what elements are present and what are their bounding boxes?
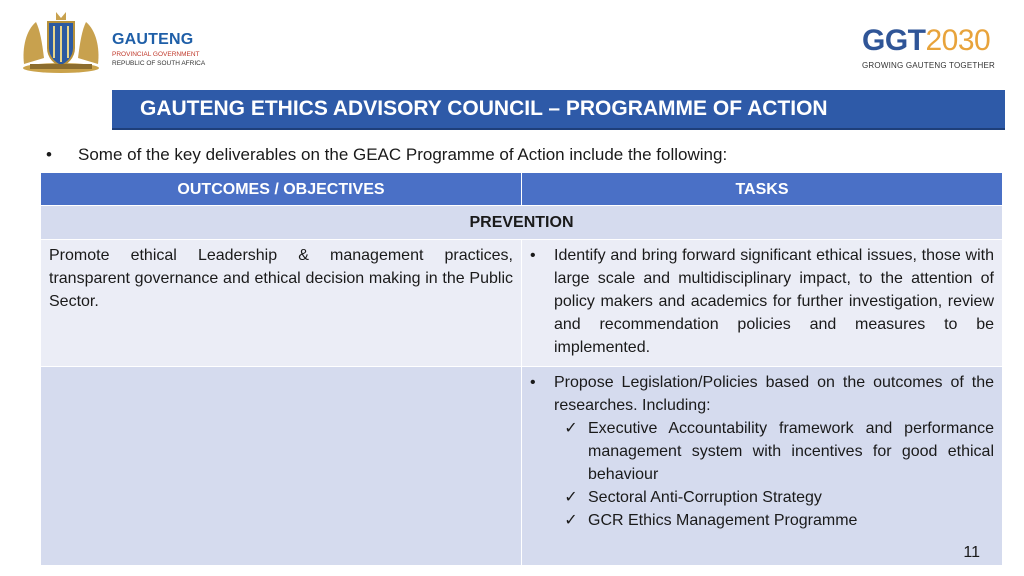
intro-bullet (46, 144, 946, 166)
checkmark-icon: ✓ (564, 512, 578, 529)
gauteng-logo (16, 8, 216, 74)
task-item (530, 371, 994, 417)
header-tasks: TASKS (522, 173, 1003, 206)
task-item (530, 244, 994, 359)
bullet-icon: • (530, 247, 536, 264)
task-text: Propose Legislation/Policies based on the outcomes of the researches. Including: (554, 374, 994, 414)
table-row (41, 367, 1003, 566)
brand-tagline: GROWING GAUTENG TOGETHER (862, 61, 995, 70)
bullet-icon: • (46, 145, 52, 164)
section-row (41, 206, 1003, 240)
intro-text: Some of the key deliverables on the GEAC Programme of Action include the following: (78, 145, 728, 164)
deliverables-table (40, 172, 1003, 566)
sub-item-text: Sectoral Anti-Corruption Strategy (588, 489, 822, 506)
sub-item (530, 486, 994, 509)
sub-item (530, 417, 994, 486)
task-cell (522, 240, 1003, 367)
brand-year: 2030 (925, 24, 991, 57)
org-name: GAUTENG (112, 31, 194, 48)
sub-item-text: Executive Accountability framework and performance management system with incentives for good ethical behaviour (588, 420, 994, 483)
section-prevention: PREVENTION (41, 206, 1003, 240)
task-text: Identify and bring forward significant ethical issues, those with large scale and multidisciplinary impact, to the attention of policy makers and academics for further investigation, review and recommendation policies and measures to be implemented. (554, 247, 994, 356)
ggt2030-logo (862, 26, 1002, 72)
brand-ggt: GGT (862, 24, 926, 57)
org-country: REPUBLIC OF SOUTH AFRICA (112, 59, 206, 67)
table-row (41, 240, 1003, 367)
header-outcomes: OUTCOMES / OBJECTIVES (41, 173, 522, 206)
slide-title: GAUTENG ETHICS ADVISORY COUNCIL – PROGRAMME OF ACTION (112, 90, 1005, 130)
checkmark-icon: ✓ (564, 420, 578, 437)
task-cell (522, 367, 1003, 566)
checkmark-icon: ✓ (564, 489, 578, 506)
coat-of-arms-icon (16, 8, 106, 74)
sub-item-text: GCR Ethics Management Programme (588, 512, 858, 529)
sub-item (530, 509, 994, 532)
table-header-row (41, 173, 1003, 206)
page-number: 11 (963, 544, 980, 561)
bullet-icon: • (530, 374, 536, 391)
outcome-cell: Promote ethical Leadership & management practices, transparent governance and ethical decision making in the Public Sector. (41, 240, 522, 367)
org-subtitle: PROVINCIAL GOVERNMENT (112, 51, 200, 58)
outcome-cell-empty (41, 367, 522, 566)
